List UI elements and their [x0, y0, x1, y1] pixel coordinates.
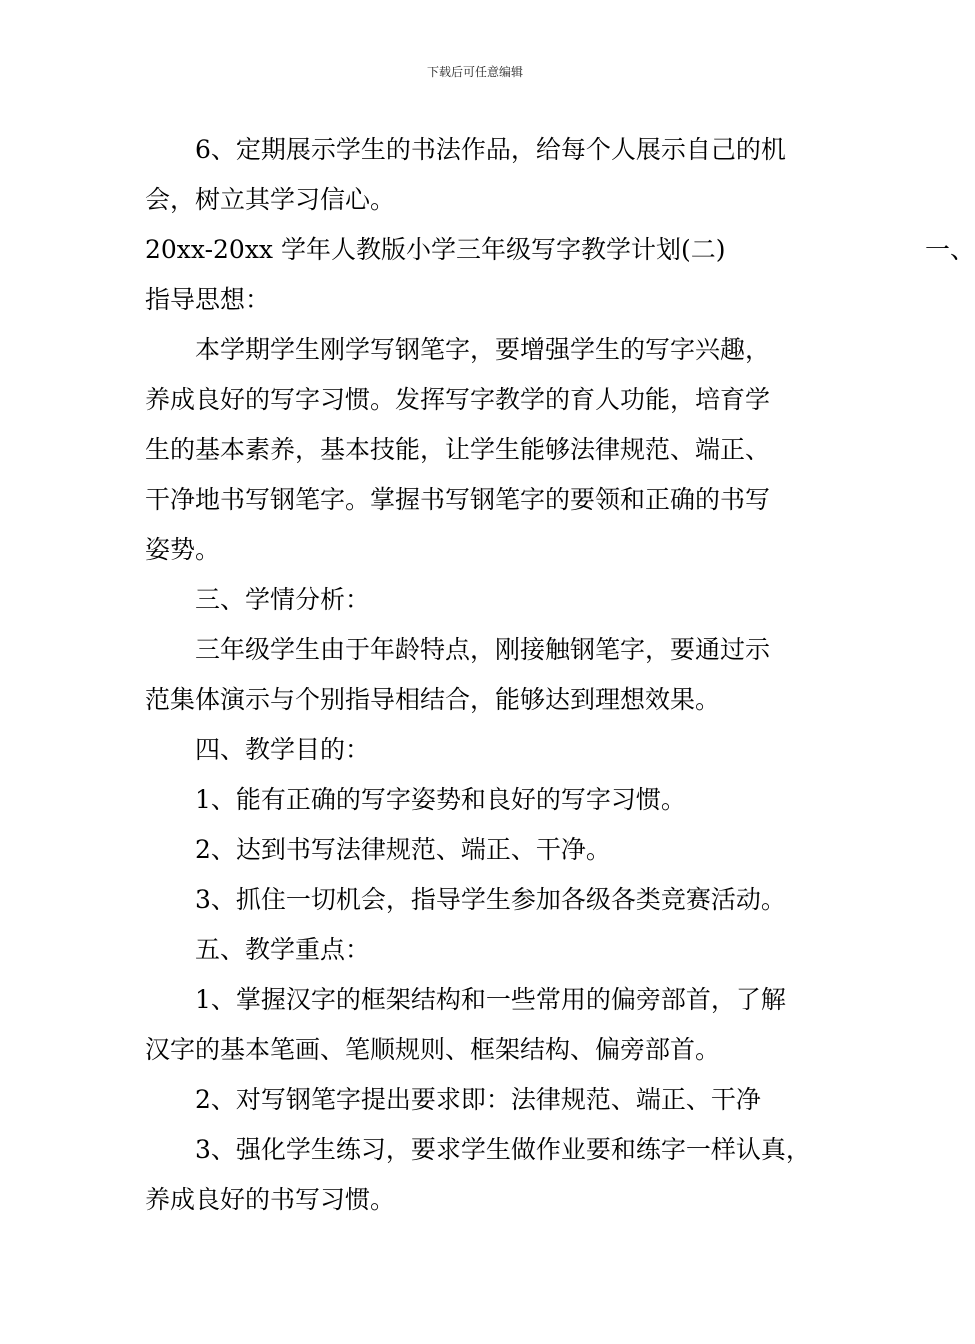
list-item-continuation: 汉字的基本笔画、笔顺规则、框架结构、偏旁部首。: [145, 1035, 721, 1064]
list-item: 2、达到书写法律规范、端正、干净。: [195, 835, 611, 864]
paragraph-line: 干净地书写钢笔字。掌握书写钢笔字的要领和正确的书写: [145, 485, 771, 514]
section-heading: 指导思想：: [145, 285, 271, 314]
section-heading: 三、学情分析：: [195, 585, 371, 614]
paragraph-line: 本学期学生刚学写钢笔字，要增强学生的写字兴趣，: [195, 335, 771, 364]
section-heading: 五、教学重点：: [195, 935, 371, 964]
plan-title: 20xx-20xx 学年人教版小学三年级写字教学计划(二): [145, 235, 726, 264]
list-item: 3、强化学生练习，要求学生做作业要和练字一样认真，: [195, 1135, 811, 1164]
section-number: 一、: [925, 235, 975, 264]
list-item-continuation: 养成良好的书写习惯。: [145, 1185, 396, 1214]
list-item: 1、掌握汉字的框架结构和一些常用的偏旁部首，了解: [195, 985, 786, 1014]
paragraph-line: 生的基本素养，基本技能，让学生能够法律规范、端正、: [145, 435, 771, 464]
paragraph-line: 养成良好的写字习惯。发挥写字教学的育人功能，培育学: [145, 385, 771, 414]
paragraph-line: 三年级学生由于年龄特点，刚接触钢笔字，要通过示: [195, 635, 771, 664]
section-title-line: [145, 233, 975, 267]
paragraph-line: 范集体演示与个别指导相结合，能够达到理想效果。: [145, 685, 721, 714]
paragraph-line: 姿势。: [145, 535, 221, 564]
paragraph-line: 会，树立其学习信心。: [145, 185, 396, 214]
paragraph-line: 6、定期展示学生的书法作品，给每个人展示自己的机: [195, 135, 786, 164]
page-header: 下载后可任意编辑: [426, 65, 523, 79]
list-item: 1、能有正确的写字姿势和良好的写字习惯。: [195, 785, 686, 814]
list-item: 3、抓住一切机会，指导学生参加各级各类竞赛活动。: [195, 885, 786, 914]
section-heading: 四、教学目的：: [195, 735, 371, 764]
list-item: 2、对写钢笔字提出要求即：法律规范、端正、干净: [195, 1085, 761, 1114]
